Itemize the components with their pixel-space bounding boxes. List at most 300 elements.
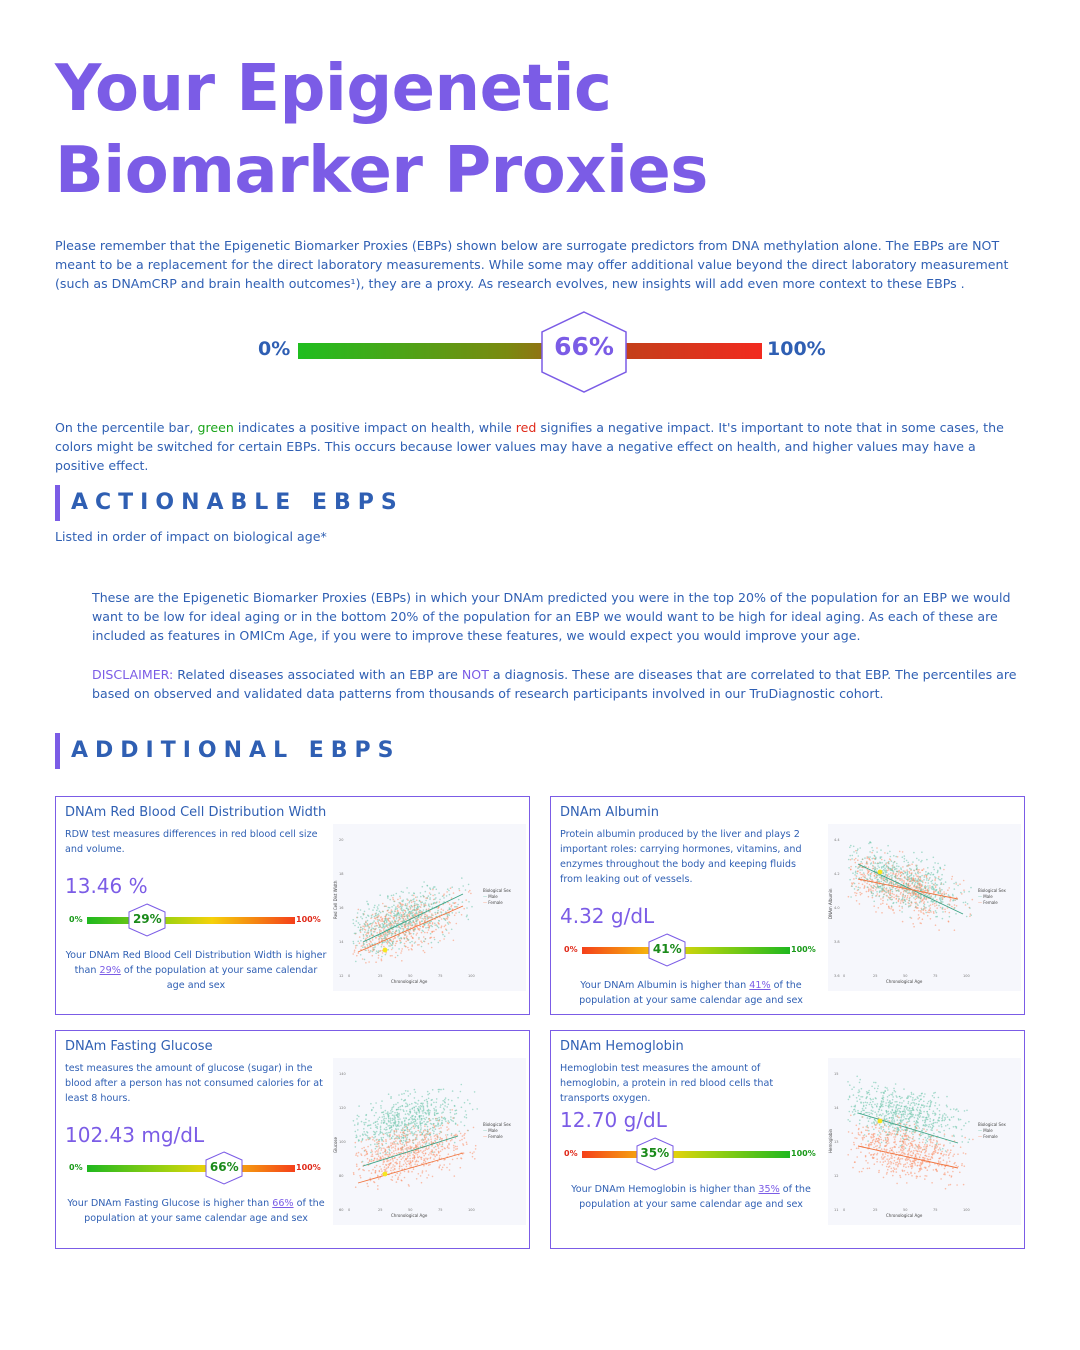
scatter-point (954, 904, 956, 906)
scatter-point (891, 1117, 893, 1119)
scatter-point (414, 1155, 416, 1157)
scatter-point (418, 937, 420, 939)
scatter-point (366, 1131, 368, 1133)
scatter-point (910, 1110, 912, 1112)
scatter-point (466, 907, 468, 909)
scatter-point (927, 867, 929, 869)
scatter-point (925, 912, 927, 914)
scatter-point (934, 862, 936, 864)
scatter-point (411, 1103, 413, 1105)
scatter-point (881, 1115, 883, 1117)
scatter-point (874, 855, 876, 857)
scatter-point (954, 907, 956, 909)
scatter-point (935, 1152, 937, 1154)
scatter-point (396, 1161, 398, 1163)
scatter-point (883, 880, 885, 882)
scatter-point (380, 1153, 382, 1155)
scatter-point (406, 1164, 408, 1166)
scatter-point (405, 1118, 407, 1120)
scatter-point (942, 918, 944, 920)
scatter-point (421, 1119, 423, 1121)
scatter-point (418, 1150, 420, 1152)
scatter-point (870, 885, 872, 887)
scatter-point (453, 1147, 455, 1149)
scatter-point (925, 1117, 927, 1119)
scatter-point (400, 1155, 402, 1157)
scatter-point (375, 1132, 377, 1134)
scatter-point (417, 1118, 419, 1120)
scatter-point (393, 941, 395, 943)
scatter-point (450, 1140, 452, 1142)
scatter-point (370, 1103, 372, 1105)
scatter-point (913, 880, 915, 882)
legend (483, 1122, 511, 1140)
scatter-point (902, 873, 904, 875)
scatter-point (944, 1120, 946, 1122)
scatter-point (872, 1101, 874, 1103)
scatter-point (381, 958, 383, 960)
scatter-point (405, 1162, 407, 1164)
scatter-point (875, 1140, 877, 1142)
note-text: indicates a positive impact on health, while (233, 420, 516, 435)
scatter-point (410, 913, 412, 915)
scatter-point (883, 1129, 885, 1131)
scatter-point (940, 893, 942, 895)
scatter-point (406, 1110, 408, 1112)
bar-min-label: 0% (69, 1163, 83, 1172)
scatter-point (930, 1102, 932, 1104)
scatter-point (909, 875, 911, 877)
scatter-point (420, 892, 422, 894)
scatter-point (892, 1175, 894, 1177)
scatter-point (386, 1132, 388, 1134)
scatter-point (455, 1146, 457, 1148)
scatter-point (404, 1160, 406, 1162)
scatter-point (900, 1098, 902, 1100)
scatter-point (352, 953, 354, 955)
scatter-point (410, 1117, 412, 1119)
scatter-point (907, 1172, 909, 1174)
scatter-point (919, 1169, 921, 1171)
scatter-point (399, 1136, 401, 1138)
scatter-point (415, 1106, 417, 1108)
scatter-point (874, 1133, 876, 1135)
scatter-point (893, 1088, 895, 1090)
scatter-point (935, 1102, 937, 1104)
scatter-point (440, 1137, 442, 1139)
scatter-point (419, 1143, 421, 1145)
scatter-point (892, 910, 894, 912)
note-text: On the percentile bar, (55, 420, 198, 435)
scatter-point (907, 1107, 909, 1109)
scatter-point (878, 896, 880, 898)
scatter-point (419, 1141, 421, 1143)
scatter-point (414, 1111, 416, 1113)
scatter-point (927, 885, 929, 887)
scatter-point (396, 1159, 398, 1161)
scatter-point (896, 1152, 898, 1154)
scatter-point (929, 1105, 931, 1107)
scatter-point (467, 1099, 469, 1101)
scatter-point (936, 1171, 938, 1173)
scatter-point (889, 1105, 891, 1107)
scatter-point (918, 1104, 920, 1106)
scatter-point (418, 1173, 420, 1175)
x-tick-label: 25 (873, 974, 878, 978)
scatter-point (936, 912, 938, 914)
scatter-point (872, 865, 874, 867)
scatter-point (448, 1147, 450, 1149)
scatter-point (903, 881, 905, 883)
scatter-point (399, 914, 401, 916)
scatter-point (944, 865, 946, 867)
scatter-point (856, 1097, 858, 1099)
scatter-point (416, 934, 418, 936)
scatter-point (900, 1138, 902, 1140)
scatter-point (387, 1154, 389, 1156)
scatter-point (918, 1153, 920, 1155)
scatter-point (418, 908, 420, 910)
x-tick-label: 0 (843, 974, 846, 978)
scatter-point (397, 1148, 399, 1150)
scatter-point (423, 1160, 425, 1162)
scatter-point (858, 1147, 860, 1149)
scatter-point (436, 902, 438, 904)
scatter-point (905, 1139, 907, 1141)
scatter-point (370, 1144, 372, 1146)
scatter-point (876, 847, 878, 849)
scatter-point (404, 913, 406, 915)
scatter-point (858, 887, 860, 889)
scatter-point (378, 904, 380, 906)
scatter-point (433, 1124, 435, 1126)
scatter-point (392, 1135, 394, 1137)
scatter-point (910, 1142, 912, 1144)
scatter-point (413, 1133, 415, 1135)
scatter-point (422, 1151, 424, 1153)
scatter-point (909, 893, 911, 895)
scatter-point (420, 1175, 422, 1177)
scatter-point (879, 877, 881, 879)
scatter-point (404, 1099, 406, 1101)
scatter-point (432, 923, 434, 925)
scatter-point (392, 1114, 394, 1116)
scatter-point (373, 907, 375, 909)
scatter-point (384, 1169, 386, 1171)
scatter-point (870, 891, 872, 893)
scatter-point (427, 1091, 429, 1093)
scatter-point (963, 880, 965, 882)
scatter-point (378, 919, 380, 921)
scatter-point (874, 1143, 876, 1145)
scatter-point (913, 852, 915, 854)
scatter-point (388, 1116, 390, 1118)
scatter-point (375, 1151, 377, 1153)
scatter-point (945, 881, 947, 883)
scatter-point (848, 1131, 850, 1133)
scatter-point (850, 1149, 852, 1151)
scatter-point (912, 1114, 914, 1116)
scatter-point (358, 927, 360, 929)
scatter-point (921, 875, 923, 877)
scatter-point (952, 900, 954, 902)
scatter-point (902, 851, 904, 853)
scatter-point (933, 866, 935, 868)
scatter-point (918, 1144, 920, 1146)
scatter-point (925, 1142, 927, 1144)
scatter-point (924, 1120, 926, 1122)
scatter-point (415, 1116, 417, 1118)
scatter-point (425, 1130, 427, 1132)
scatter-point (849, 1111, 851, 1113)
scatter-point (447, 1134, 449, 1136)
scatter-point (363, 944, 365, 946)
scatter-point (405, 1158, 407, 1160)
scatter-point (878, 1172, 880, 1174)
scatter-point (400, 904, 402, 906)
scatter-point (947, 1116, 949, 1118)
scatter-point (914, 1173, 916, 1175)
scatter-point (941, 1124, 943, 1126)
scatter-point (972, 1139, 974, 1141)
scatter-point (941, 1118, 943, 1120)
scatter-point (400, 1172, 402, 1174)
scatter-plot (333, 824, 526, 991)
scatter-point (896, 1111, 898, 1113)
scatter-point (885, 1153, 887, 1155)
scatter-point (857, 850, 859, 852)
scatter-point (375, 937, 377, 939)
scatter-point (405, 1102, 407, 1104)
legend-title: Biological Sex (978, 888, 1006, 893)
scatter-point (887, 1139, 889, 1141)
scatter-point (872, 1140, 874, 1142)
scatter-point (935, 1122, 937, 1124)
scatter-point (401, 914, 403, 916)
scatter-point (890, 1094, 892, 1096)
scatter-point (852, 1132, 854, 1134)
scatter-point (420, 896, 422, 898)
scatter-point (355, 1146, 357, 1148)
scatter-point (414, 923, 416, 925)
scatter-point (909, 1160, 911, 1162)
scatter-point (420, 902, 422, 904)
scatter-point (924, 1149, 926, 1151)
legend-female-label: Female (488, 900, 503, 905)
scatter-point (940, 1178, 942, 1180)
scatter-point (430, 1123, 432, 1125)
scatter-point (876, 876, 878, 878)
scatter-point (378, 955, 380, 957)
scatter-point (432, 1127, 434, 1129)
scatter-point (857, 868, 859, 870)
scatter-point (423, 1108, 425, 1110)
scatter-point (411, 935, 413, 937)
scatter-point (394, 1116, 396, 1118)
scatter-point (937, 871, 939, 873)
scatter-point (896, 1101, 898, 1103)
scatter-point (886, 862, 888, 864)
scatter-point (918, 1171, 920, 1173)
scatter-point (934, 880, 936, 882)
percentile-gradient (298, 343, 762, 359)
scatter-point (871, 852, 873, 854)
scatter-point (420, 940, 422, 942)
scatter-point (407, 938, 409, 940)
scatter-point (926, 1175, 928, 1177)
scatter-point (420, 926, 422, 928)
scatter-point (442, 1100, 444, 1102)
scatter-point (870, 888, 872, 890)
scatter-point (409, 1140, 411, 1142)
scatter-point (881, 862, 883, 864)
scatter-point (414, 904, 416, 906)
scatter-point (416, 1134, 418, 1136)
scatter-point (903, 902, 905, 904)
scatter-point (358, 1140, 360, 1142)
scatter-point (921, 899, 923, 901)
scatter-point (398, 1116, 400, 1118)
scatter-point (401, 1121, 403, 1123)
scatter-point (443, 1159, 445, 1161)
scatter-point (383, 938, 385, 940)
scatter-point (882, 887, 884, 889)
scatter-point (367, 933, 369, 935)
scatter-point (909, 1137, 911, 1139)
scatter-point (442, 1167, 444, 1169)
scatter-point (928, 905, 930, 907)
scatter-point (931, 883, 933, 885)
disclaimer-label: DISCLAIMER: (92, 667, 174, 682)
scatter-point (872, 890, 874, 892)
scatter-point (405, 919, 407, 921)
scatter-point (908, 892, 910, 894)
scatter-point (918, 887, 920, 889)
scatter-point (393, 899, 395, 901)
scatter-point (456, 1158, 458, 1160)
scatter-point (849, 855, 851, 857)
ebp-title: DNAm Hemoglobin (560, 1039, 684, 1054)
scatter-point (933, 1133, 935, 1135)
scatter-point (850, 866, 852, 868)
scatter-point (923, 1096, 925, 1098)
scatter-point (437, 1145, 439, 1147)
scatter-point (464, 1116, 466, 1118)
scatter-point (879, 1124, 881, 1126)
scatter-point (915, 906, 917, 908)
scatter-point (915, 1160, 917, 1162)
scatter-point (891, 882, 893, 884)
scatter-point (892, 891, 894, 893)
scatter-point (402, 1157, 404, 1159)
scatter-point (946, 1151, 948, 1153)
scatter-point (423, 1115, 425, 1117)
scatter-point (412, 1139, 414, 1141)
scatter-point (860, 1151, 862, 1153)
scatter-point (912, 1099, 914, 1101)
scatter-point (903, 1100, 905, 1102)
ebp-card (550, 796, 1025, 1015)
scatter-point (948, 921, 950, 923)
scatter-point (913, 894, 915, 896)
scatter-point (447, 1129, 449, 1131)
scatter-point (392, 1142, 394, 1144)
scatter-point (888, 1166, 890, 1168)
scatter-point (439, 1133, 441, 1135)
scatter-point (907, 876, 909, 878)
scatter-point (443, 910, 445, 912)
scatter-point (901, 1102, 903, 1104)
scatter-point (912, 1134, 914, 1136)
scatter-point (920, 1095, 922, 1097)
scatter-point (863, 872, 865, 874)
scatter-point (393, 1150, 395, 1152)
scatter-point (863, 1105, 865, 1107)
scatter-point (403, 1135, 405, 1137)
scatter-point (899, 1141, 901, 1143)
scatter-point (434, 1114, 436, 1116)
scatter-point (942, 911, 944, 913)
scatter-point (896, 868, 898, 870)
scatter-point (864, 886, 866, 888)
scatter-point (457, 904, 459, 906)
scatter-point (394, 937, 396, 939)
scatter-point (925, 890, 927, 892)
scatter-point (940, 868, 942, 870)
scatter-point (894, 876, 896, 878)
scatter-point (866, 1105, 868, 1107)
scatter-point (938, 1097, 940, 1099)
scatter-point (855, 1105, 857, 1107)
scatter-point (419, 1121, 421, 1123)
scatter-point (948, 1157, 950, 1159)
bar-min-label: 0% (69, 915, 83, 924)
scatter-point (940, 1161, 942, 1163)
scatter-point (380, 1131, 382, 1133)
summary-percent: 41% (749, 980, 771, 991)
scatter-point (423, 1142, 425, 1144)
scatter-point (389, 918, 391, 920)
scatter-point (424, 1134, 426, 1136)
scatter-point (461, 914, 463, 916)
scatter-point (413, 895, 415, 897)
scatter-point (866, 1126, 868, 1128)
scatter-point (894, 866, 896, 868)
scatter-point (439, 901, 441, 903)
scatter-point (887, 1163, 889, 1165)
scatter-point (868, 1092, 870, 1094)
scatter-point (428, 895, 430, 897)
scatter-canvas (828, 824, 1021, 991)
scatter-point (438, 1167, 440, 1169)
scatter-point (933, 884, 935, 886)
scatter-point (448, 1144, 450, 1146)
scatter-point (419, 906, 421, 908)
scatter-point (366, 941, 368, 943)
scatter-point (865, 1160, 867, 1162)
scatter-point (896, 898, 898, 900)
scatter-point (941, 882, 943, 884)
scatter-point (895, 1136, 897, 1138)
scatter-point (859, 887, 861, 889)
ebp-percentile-bar (65, 903, 327, 937)
scatter-point (874, 1119, 876, 1121)
scatter-point (402, 918, 404, 920)
scatter-point (948, 887, 950, 889)
scatter-point (405, 1113, 407, 1115)
scatter-point (925, 910, 927, 912)
scatter-point (906, 1162, 908, 1164)
